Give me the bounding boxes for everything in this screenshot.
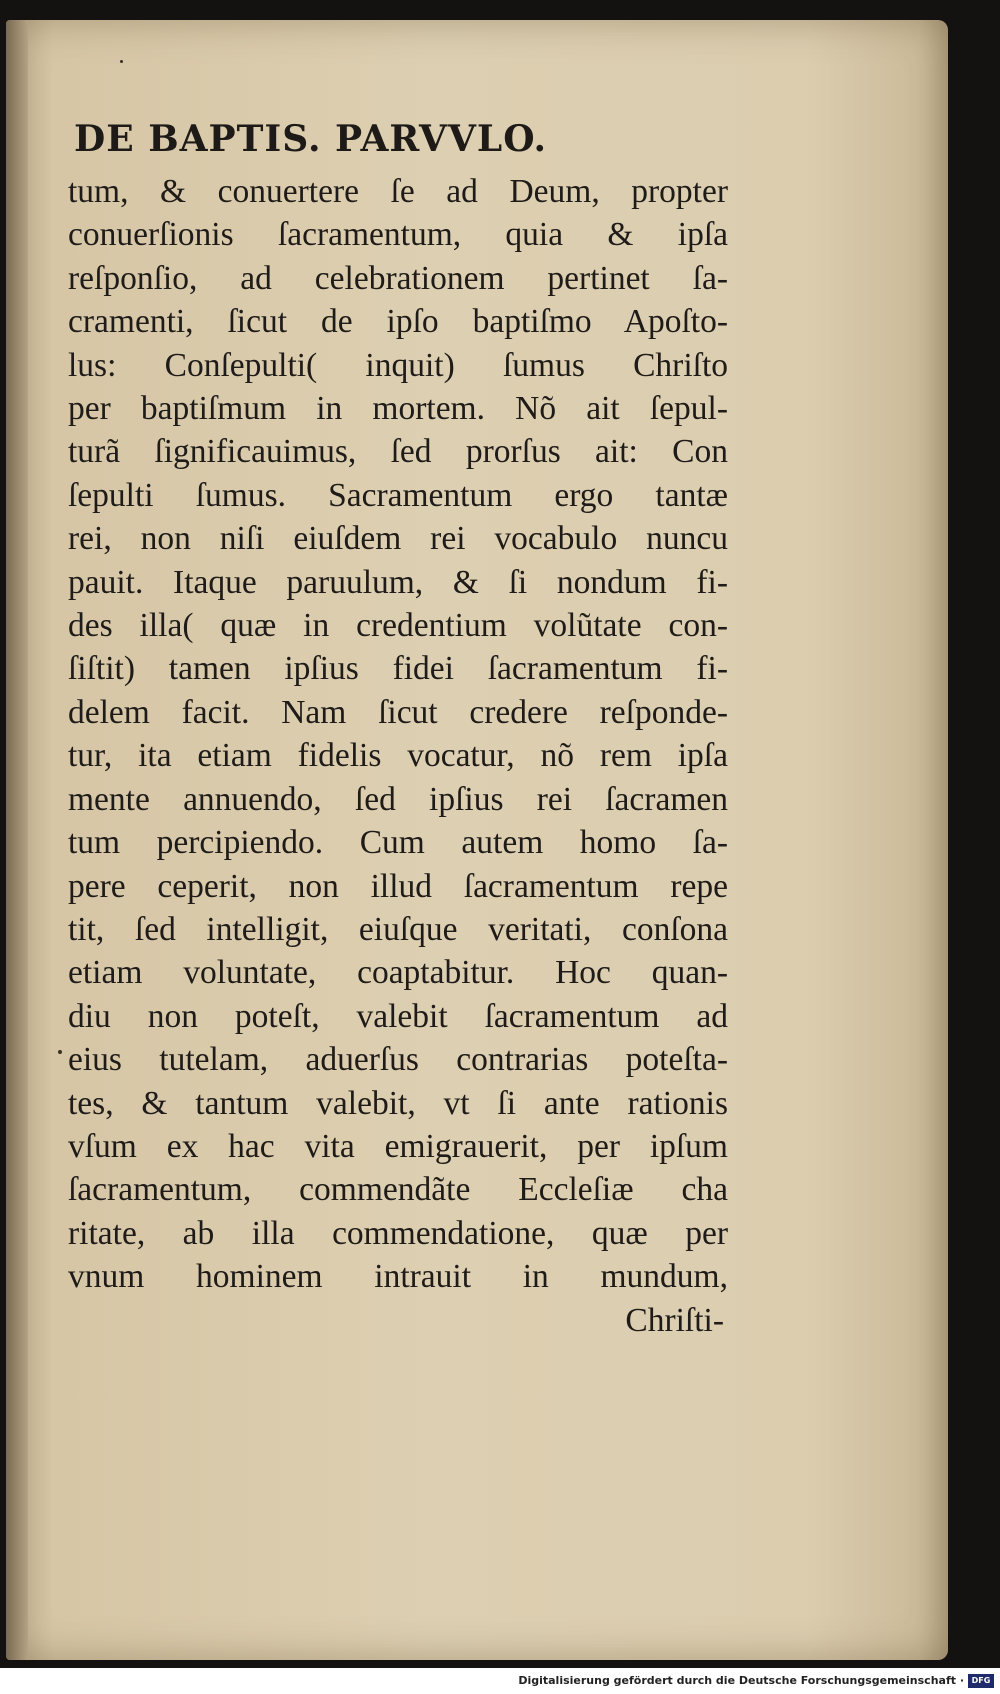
body-text	[68, 170, 728, 1299]
text-line: per baptiſmum in mortem. Nõ ait ſepul-	[68, 390, 728, 428]
text-line: pere ceperit, non illud ſacramentum repe	[68, 867, 728, 905]
text-block	[68, 118, 728, 1342]
paper-speck	[120, 60, 123, 63]
paper-speck	[58, 1050, 62, 1054]
text-line: lus: Conſepulti( inquit) ſumus Chriſto	[68, 346, 728, 384]
text-line: ſacramentum, commendãte Eccleſiæ cha	[68, 1171, 728, 1209]
text-line: des illa( quæ in credentium volũtate con-	[68, 607, 728, 645]
text-line: tur, ita etiam fidelis vocatur, nõ rem ipſa	[68, 737, 728, 775]
text-line: ſiſtit) tamen ipſius fidei ſacramentum fi-	[68, 650, 728, 688]
text-line: rei, non niſi eiuſdem rei vocabulo nuncu	[68, 520, 728, 558]
text-line: mente annuendo, ſed ipſius rei ſacramen	[68, 780, 728, 818]
digitization-footer	[0, 1668, 1000, 1694]
text-line: ſepulti ſumus. Sacramentum ergo tantæ	[68, 476, 728, 514]
funding-credit: Digitalisierung gefördert durch die Deutsche Forschungsgemeinschaft ·	[518, 1674, 964, 1687]
text-line: tes, & tantum valebit, vt ſi ante rationis	[68, 1084, 728, 1122]
text-line: delem facit. Nam ſicut credere reſponde-	[68, 693, 728, 731]
text-line: etiam voluntate, coaptabitur. Hoc quan-	[68, 954, 728, 992]
dfg-logo: DFG	[968, 1674, 994, 1688]
text-line: ritate, ab illa commendatione, quæ per	[68, 1214, 728, 1252]
text-line: turã ſignificauimus, ſed prorſus ait: Con	[68, 433, 728, 471]
text-line: eius tutelam, aduerſus contrarias poteſta-	[68, 1041, 728, 1079]
text-line: cramenti, ſicut de ipſo baptiſmo Apoſto-	[68, 303, 728, 341]
text-line: conuerſionis ſacramentum, quia & ipſa	[68, 216, 728, 254]
text-line: reſponſio, ad celebrationem pertinet ſa-	[68, 259, 728, 297]
catchword: Chriſti-	[625, 1301, 724, 1339]
text-line: vſum ex hac vita emigrauerit, per ipſum	[68, 1127, 728, 1165]
text-line: vnum hominem intrauit in mundum,	[68, 1258, 728, 1296]
text-line: tum percipiendo. Cum autem homo ſa-	[68, 824, 728, 862]
book-page	[6, 20, 948, 1660]
running-head: DE BAPTIS. PARVVLO.	[74, 118, 548, 160]
text-line: pauit. Itaque paruulum, & ſi nondum fi-	[68, 563, 728, 601]
text-line: diu non poteſt, valebit ſacramentum ad	[68, 997, 728, 1035]
text-line: tit, ſed intelligit, eiuſque veritati, conſona	[68, 910, 728, 948]
page-gutter	[6, 20, 28, 1660]
text-line: tum, & conuertere ſe ad Deum, propter	[68, 173, 728, 210]
